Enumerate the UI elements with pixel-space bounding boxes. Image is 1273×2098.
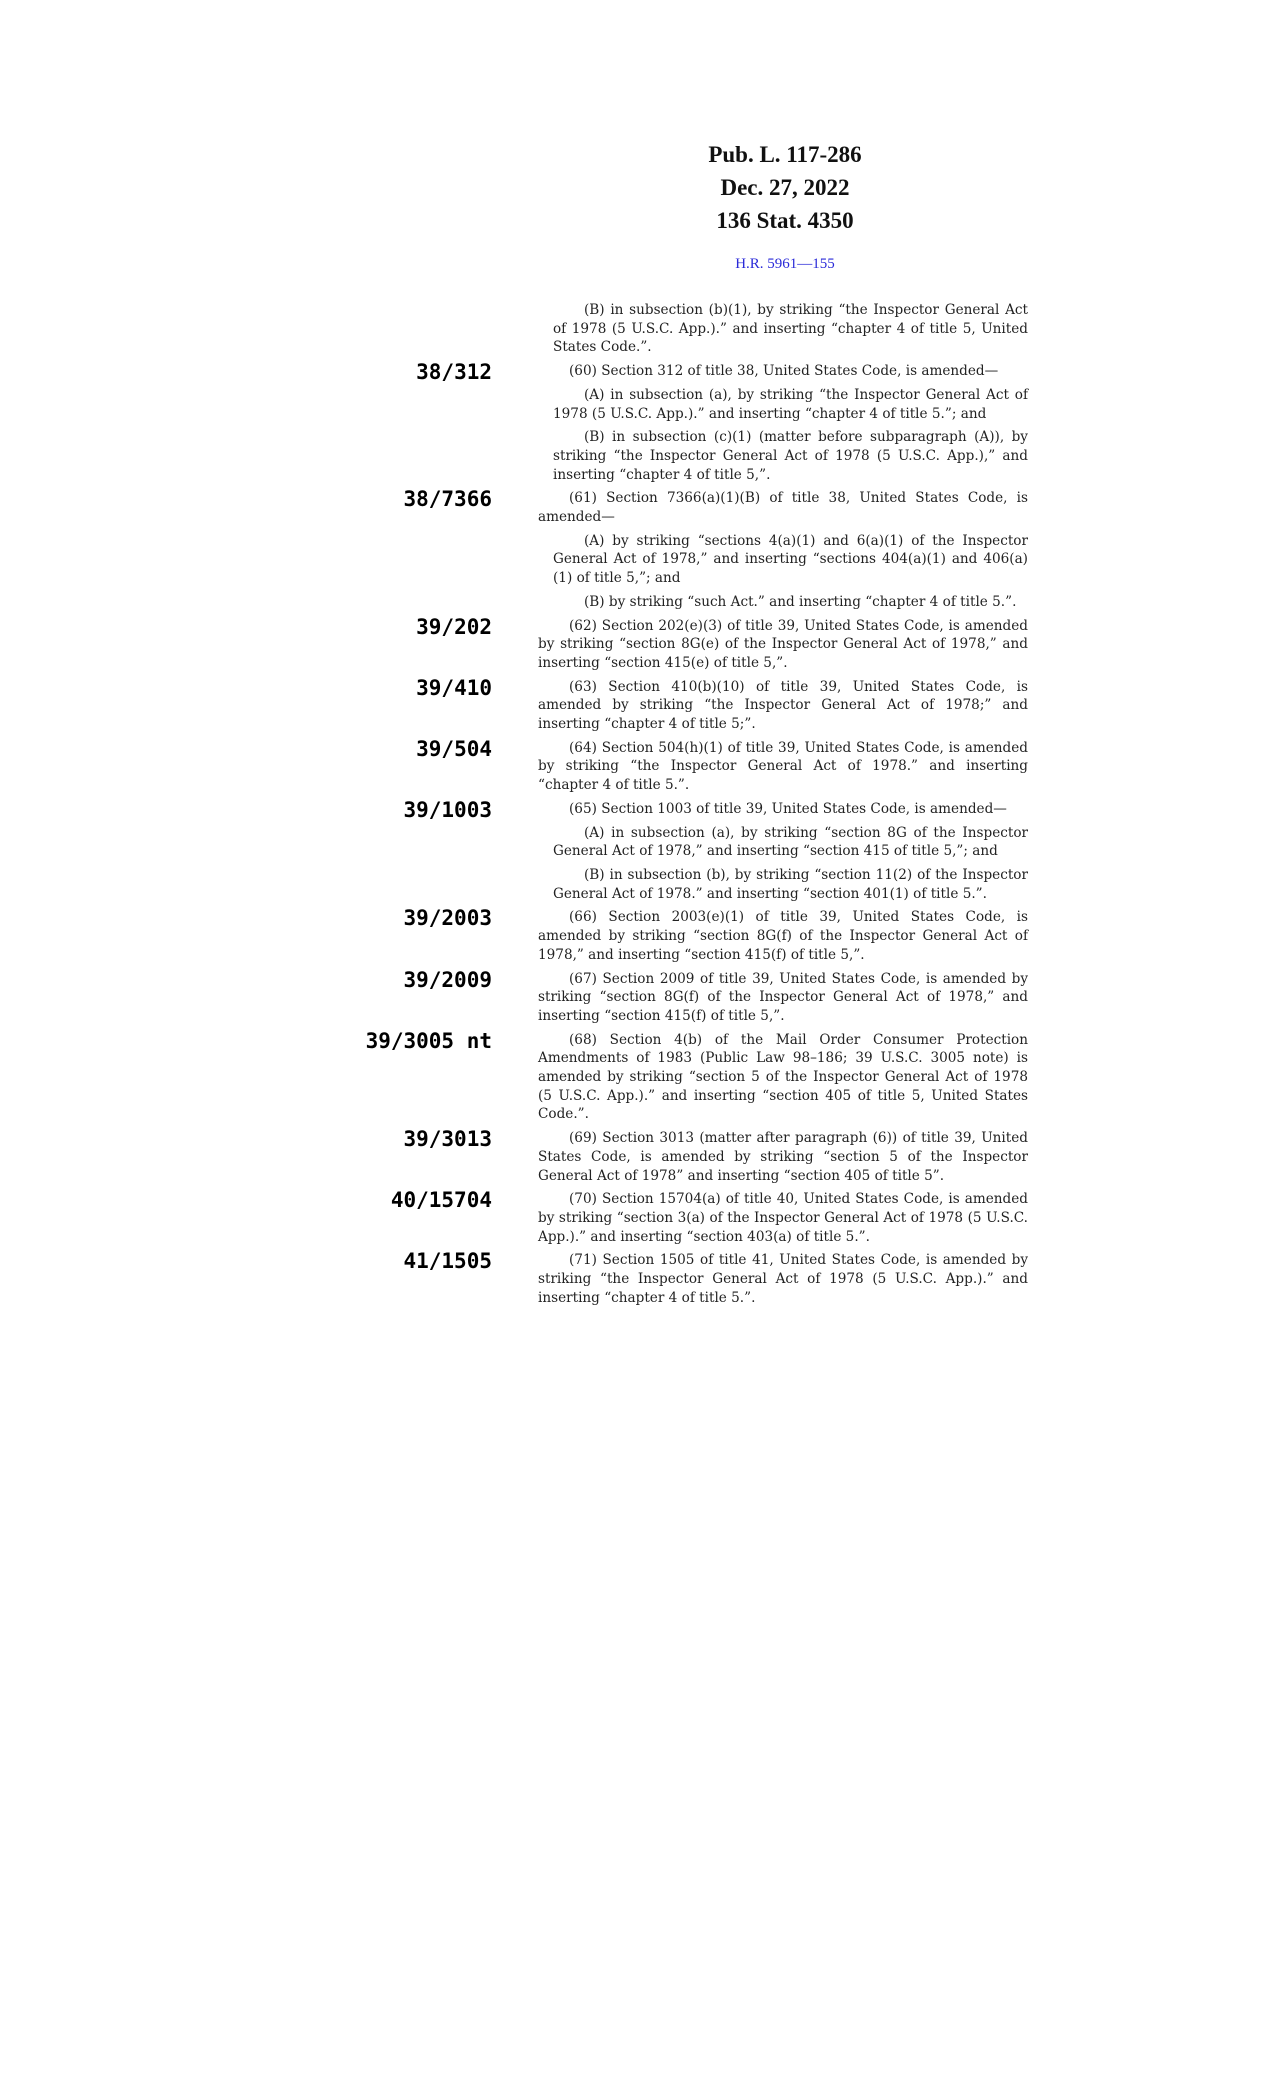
margin-note: 38/7366 [403,487,492,512]
subparagraph: (A) in subsection (a), by striking “section 8G of the Inspector General Act of 1978,” and inserting “section 415 of title 5,”; and [553,824,1028,860]
margin-note: 39/504 [416,736,492,761]
margin-note: 39/2009 [403,967,492,992]
amendment-block [0,1129,1273,1185]
subparagraph: (B) in subsection (b)(1), by striking “the Inspector General Act of 1978 (5 U.S.C. App.).” and inserting “chapter 4 of title 5, United States Code.”. [553,302,1028,356]
document-body [0,296,1273,1307]
margin-note: 41/1505 [403,1249,492,1274]
document-header [640,138,930,237]
paragraph: (70) Section 15704(a) of title 40, United States Code, is amended by striking “section 3(a) of the Inspector General Act of 1978 (5 U.S.C. App.).” and inserting “section 403(a) of title 5.”. [538,1191,1028,1245]
paragraph: (68) Section 4(b) of the Mail Order Consumer Protection Amendments of 1983 (Public Law 98–186; 39 U.S.C. 3005 note) is amended by striking “section 5 of the Inspector General Act of 1978 (5 U.S.C. App.).” and inserting “section 405 of title 5, United States Code.”. [538,1031,1028,1123]
amendment-block [0,736,1273,795]
paragraph: (65) Section 1003 of title 39, United States Code, is amended— [569,800,1007,817]
paragraph: (71) Section 1505 of title 41, United States Code, is amended by striking “the Inspector General Act of 1978 (5 U.S.C. App.).” and inserting “chapter 4 of title 5.”. [538,1252,1028,1306]
public-law-number: Pub. L. 117-286 [708,142,862,167]
amendment-block [0,1251,1273,1307]
subparagraph: (A) in subsection (a), by striking “the Inspector General Act of 1978 (5 U.S.C. App.).” and inserting “chapter 4 of title 5.”; and [553,386,1028,422]
statute-page: 136 Stat. 4350 [716,208,854,233]
margin-note: 39/1003 [403,797,492,822]
bill-reference-link[interactable]: H.R. 5961—155 [735,256,835,272]
paragraph: (63) Section 410(b)(10) of title 39, United States Code, is amended by striking “the Inspector General Act of 1978;” and inserting “chapter 4 of title 5;”. [538,678,1028,733]
paragraph: (61) Section 7366(a)(1)(B) of title 38, United States Code, is amended— [538,490,1028,526]
amendment-block [0,489,1273,526]
paragraph: (66) Section 2003(e)(1) of title 39, United States Code, is amended by striking “section 8G(f) of the Inspector General Act of 1978,” and inserting “section 415(f) of title 5,”. [538,909,1028,963]
subparagraph: (B) in subsection (b), by striking “section 11(2) of the Inspector General Act of 1978.” and inserting “section 401(1) of title 5.”. [553,866,1028,902]
margin-note: 39/3013 [403,1127,492,1152]
paragraph: (64) Section 504(h)(1) of title 39, United States Code, is amended by striking “the Inspector General Act of 1978.” and inserting “chapter 4 of title 5.”. [538,739,1028,794]
amendment-block [0,797,1273,822]
amendment-block [0,1028,1273,1125]
amendment-block [0,908,1273,964]
margin-note: 39/202 [416,614,492,639]
margin-note: 40/15704 [390,1188,492,1213]
amendment-block [0,360,1273,385]
margin-note: 39/410 [416,675,492,700]
margin-note: 38/312 [416,360,492,385]
amendment-block [0,866,1273,903]
subparagraph: (A) by striking “sections 4(a)(1) and 6(a)(1) of the Inspector General Act of 1978,” and inserting “sections 404(a)(1) and 406(a)(1) of title 5,”; and [553,532,1028,587]
amendment-block [0,1190,1273,1246]
amendment-block [0,301,1273,357]
paragraph: (69) Section 3013 (matter after paragraph (6)) of title 39, United States Code, is amended by striking “section 5 of the Inspector General Act of 1978” and inserting “section 405 of title 5”. [538,1130,1028,1184]
paragraph: (62) Section 202(e)(3) of title 39, United States Code, is amended by striking “section 8G(e) of the Inspector General Act of 1978,” and inserting “section 415(e) of title 5,”. [538,617,1028,671]
amendment-block [0,386,1273,423]
amendment-block [0,824,1273,861]
margin-note: 39/3005 nt [365,1028,492,1053]
amendment-block [0,593,1273,612]
paragraph: (67) Section 2009 of title 39, United States Code, is amended by striking “section 8G(f) of the Inspector General Act of 1978,” and inserting “section 415(f) of title 5,”. [538,970,1028,1024]
amendment-block [0,675,1273,734]
amendment-block [0,428,1273,484]
amendment-block [0,967,1273,1026]
subparagraph: (B) in subsection (c)(1) (matter before subparagraph (A)), by striking “the Inspector General Act of 1978 (5 U.S.C. App.),” and inserting “chapter 4 of title 5,”. [553,429,1028,483]
paragraph: (60) Section 312 of title 38, United States Code, is amended— [569,363,999,380]
subparagraph: (B) by striking “such Act.” and inserting “chapter 4 of title 5.”. [584,593,1017,610]
enactment-date: Dec. 27, 2022 [720,175,850,200]
amendment-block [0,614,1273,673]
amendment-block [0,532,1273,588]
margin-note: 39/2003 [403,906,492,931]
